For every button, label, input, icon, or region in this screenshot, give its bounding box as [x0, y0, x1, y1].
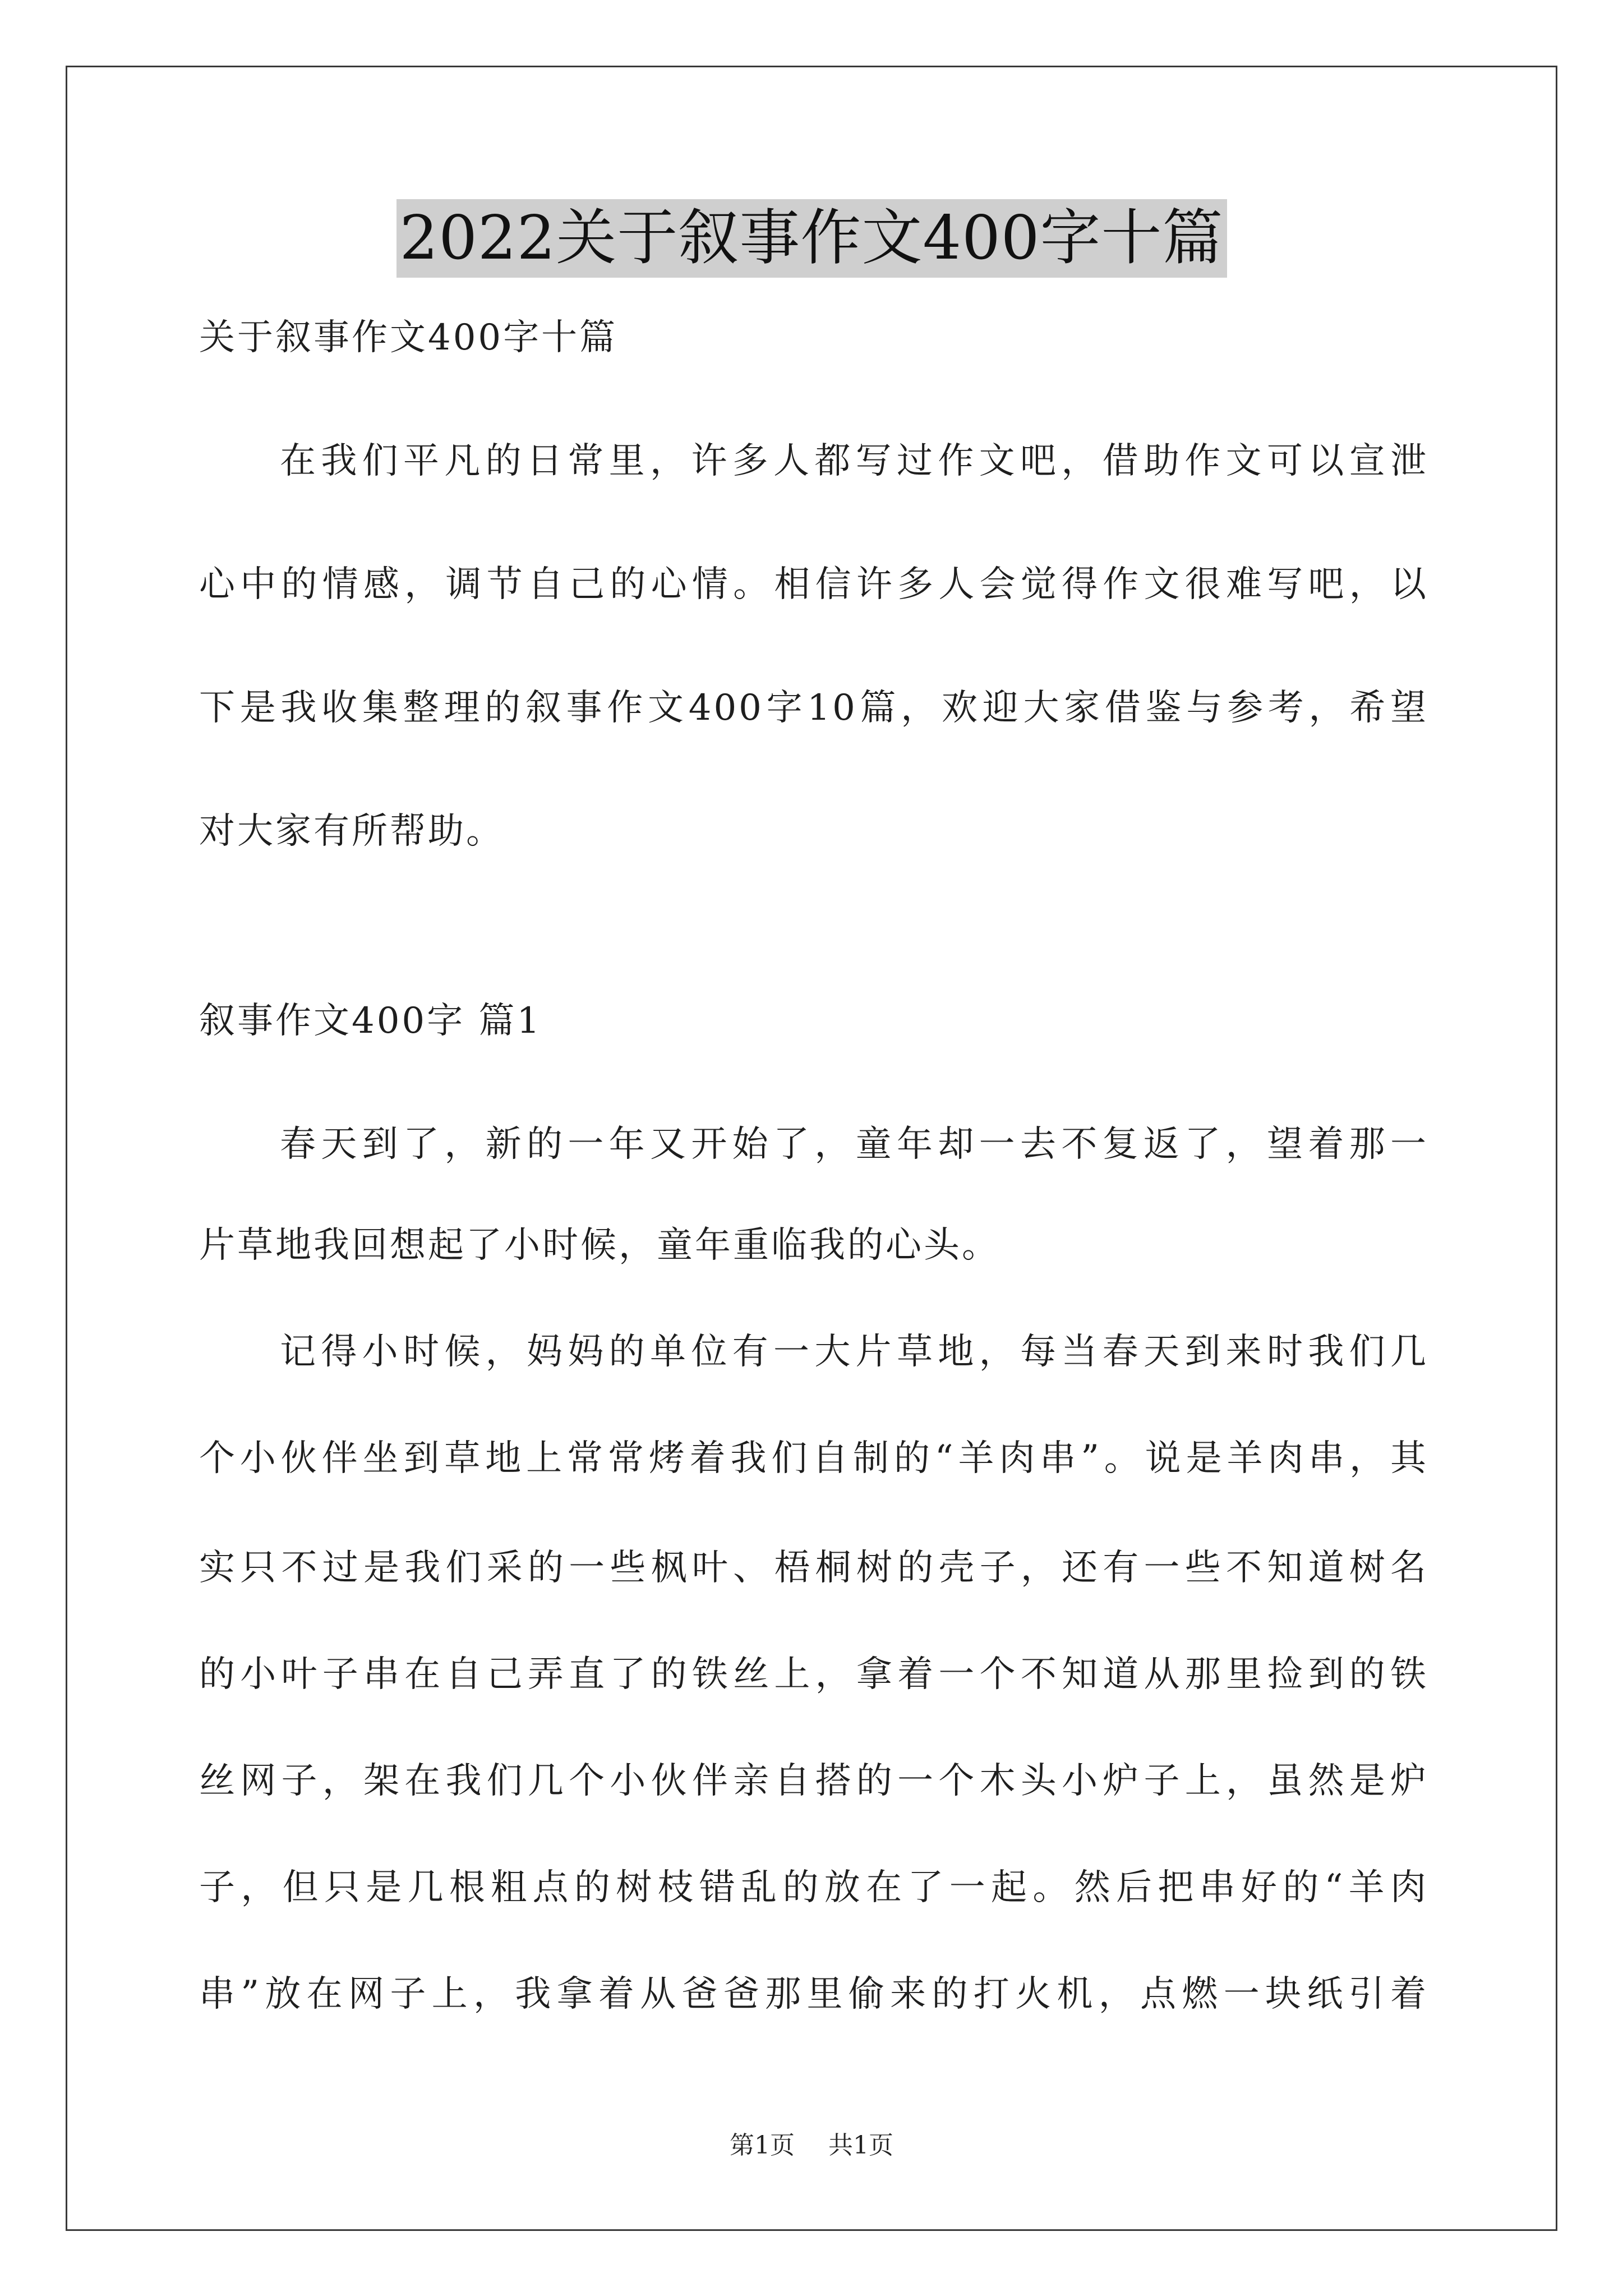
document-title: 2022关于叙事作文400字十篇: [396, 199, 1227, 278]
paragraph-line: 串”放在网子上，我拿着从爸爸那里偷来的打火机，点燃一块纸引着: [199, 1973, 1428, 2015]
section-heading: 叙事作文400字 篇1: [199, 1000, 542, 1042]
subtitle: 关于叙事作文400字十篇: [199, 317, 618, 358]
intro-line: 对大家有所帮助。: [199, 811, 504, 852]
paragraph-line: 春天到了，新的一年又开始了，童年却一去不复返了，望着那一: [280, 1124, 1428, 1165]
title-container: [66, 199, 1557, 278]
paragraph-line: 片草地我回想起了小时候，童年重临我的心头。: [199, 1225, 1000, 1266]
paragraph-line: 的小叶子串在自己弄直了的铁丝上，拿着一个不知道从那里捡到的铁: [199, 1654, 1428, 1695]
paragraph-line: 个小伙伴坐到草地上常常烤着我们自制的“羊肉串”。说是羊肉串，其: [199, 1438, 1428, 1479]
intro-line: 在我们平凡的日常里，许多人都写过作文吧，借助作文可以宣泄: [280, 440, 1428, 482]
paragraph-line: 丝网子，架在我们几个小伙伴亲自搭的一个木头小炉子上，虽然是炉: [199, 1760, 1428, 1802]
page-number: 第1页: [730, 2131, 795, 2160]
paragraph-line: 记得小时候，妈妈的单位有一大片草地，每当春天到来时我们几: [280, 1331, 1428, 1373]
page-footer: [66, 2129, 1557, 2162]
intro-line: 下是我收集整理的叙事作文400字10篇，欢迎大家借鉴与参考，希望: [199, 687, 1428, 729]
page-total: 共1页: [828, 2131, 893, 2160]
paragraph-line: 实只不过是我们采的一些枫叶、梧桐树的壳子，还有一些不知道树名: [199, 1547, 1428, 1589]
paragraph-line: 子，但只是几根粗点的树枝错乱的放在了一起。然后把串好的“羊肉: [199, 1867, 1428, 1908]
intro-line: 心中的情感，调节自己的心情。相信许多人会觉得作文很难写吧，以: [199, 564, 1428, 605]
